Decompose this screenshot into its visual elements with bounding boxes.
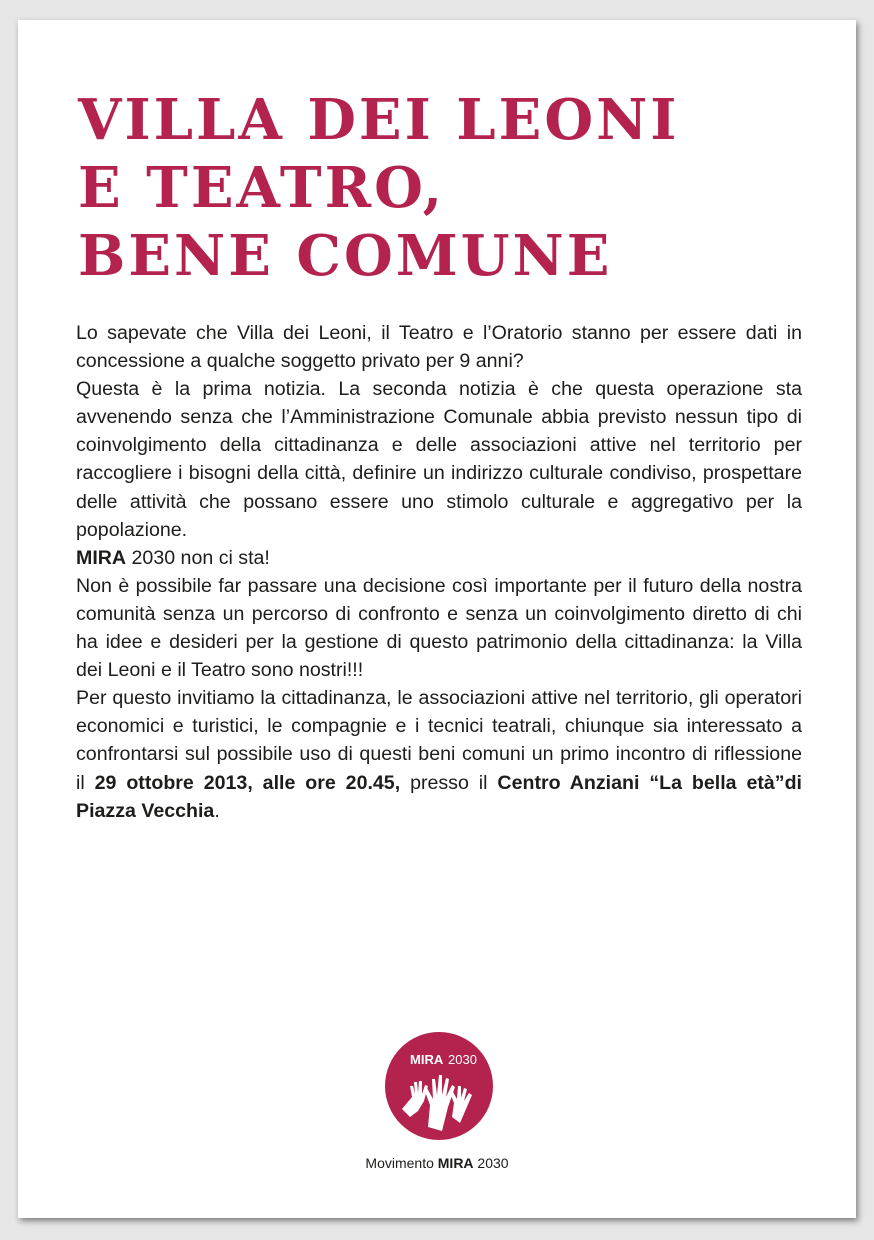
flyer-page [18,20,856,1218]
invitation-text: Per questo invitiamo la cittadinanza, le associazioni attive nel territorio, gli operatori economici e turistici, le compagnie e i tecnici teatrali, chiunque sia interessato a confrontarsi sul possibile uso di questi beni comuni un primo incontro di riflessione il [76,687,802,794]
paragraph-mira-statement [76,544,802,572]
footer-mira: MIRA [437,1155,474,1171]
paragraph-invitation [76,684,802,824]
meeting-place: Centro Anziani “La bella età”di Piazza Vecchia [76,771,802,822]
mira-bold-label: MIRA [76,546,127,569]
logo-mira-text: MIRA [410,1052,444,1067]
paragraph-decision: Non è possibile far passare una decisione così importante per il futuro della nostra comunità senza un percorso di confronto e senza un coinvolgimento diretto di chi ha idee e desideri per la gestione di questo patrimonio della cittadinanza: la Villa dei Leoni e il Teatro sono nostri!!! [76,574,802,682]
paragraph-news: Questa è la prima notizia. La seconda notizia è che questa operazione sta avvenendo senza che l’Amministrazione Comunale abbia previsto nessun tipo di coinvolgimento della cittadinanza e delle associazioni attive nel territorio per raccogliere i bisogni della città, definire un indirizzo culturale condiviso, prospettare delle attività che possano essere uno stimolo culturale e aggregativo per la popolazione. [76,378,802,541]
mira-statement-text: 2030 non ci sta! [126,546,270,569]
paragraph-concession: Lo sapevate che Villa dei Leoni, il Teatro e l’Oratorio stanno per essere dati in concessione a qualche soggetto privato per 9 anni? [76,322,802,373]
logo-year-text: 2030 [448,1052,477,1067]
footer-suffix: 2030 [473,1155,509,1171]
invitation-connector: presso il [400,771,498,794]
invitation-end: . [214,799,220,822]
title-line-1: VILLA DEI LEONI [78,87,680,153]
flyer-body [76,319,802,825]
footer-prefix: Movimento [365,1155,438,1171]
mira-2030-logo [384,1031,494,1141]
meeting-date: 29 ottobre 2013, alle ore 20.45, [94,771,401,794]
flyer-title [78,86,680,290]
footer-signature [18,1155,856,1171]
title-line-2: E TEATRO, [78,155,446,221]
title-line-3: BENE COMUNE [78,223,613,289]
